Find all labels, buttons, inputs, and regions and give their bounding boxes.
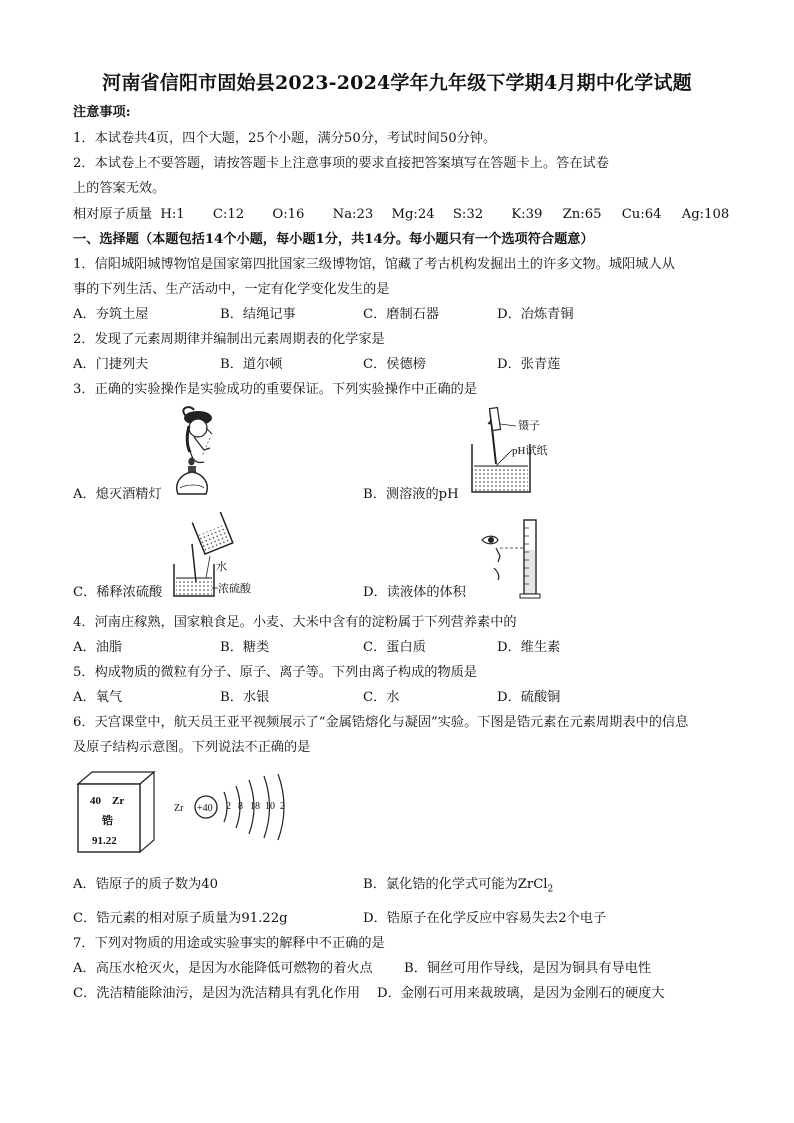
q5-option-d: D．硫酸铜 (497, 690, 561, 705)
periodic-cell-figure (74, 768, 158, 856)
page-title: 河南省信阳市固始县2023-2024学年九年级下学期4月期中化学试题 (102, 72, 692, 94)
mass-h: H:1 (160, 207, 185, 222)
atomic-number: 40 (90, 795, 101, 807)
q6-option-c: C．锆元素的相对原子质量为91.22g (73, 911, 288, 926)
mass-cu: Cu:64 (621, 207, 662, 222)
dilute-acid-figure (170, 512, 260, 598)
q5-option-c: C．水 (363, 690, 400, 705)
stirring-rod (192, 544, 196, 582)
q4-option-d: D．维生素 (497, 640, 561, 655)
masses-label: 相对原子质量 (73, 207, 153, 222)
face (189, 419, 207, 437)
mass-zn: Zn:65 (562, 207, 602, 222)
mass-c: C:12 (212, 207, 245, 222)
q6-option-b (363, 876, 553, 899)
shell-1: 2 (226, 801, 231, 812)
atomic-mass: 91.22 (92, 835, 117, 847)
mass-na: Na:23 (332, 207, 374, 222)
mass-k: K:39 (511, 207, 543, 222)
ph-test-figure (466, 404, 566, 494)
q1-option-c: C．磨制石器 (363, 307, 440, 322)
element-name: 锆 (102, 815, 113, 827)
notes-line-1: 1．本试卷共4页，四个大题，25个小题，满分50分，考试时间50分钟。 (73, 131, 497, 146)
q4-option-a: A．油脂 (73, 640, 123, 655)
q3-option-c: C．稀释浓硫酸 (73, 585, 163, 600)
notes-line-2b: 上的答案无效。 (73, 181, 166, 196)
q5-stem: 5．构成物质的微粒有分子、原子、离子等。下列由离子构成的物质是 (73, 665, 478, 680)
q1-option-a: A．夯筑土屋 (73, 307, 149, 322)
q6-option-d: D．锆原子在化学反应中容易失去2个电子 (363, 911, 607, 926)
q3-option-d: D．读液体的体积 (363, 585, 466, 600)
solution (474, 466, 528, 491)
atomic-masses (73, 206, 729, 224)
mass-mg: Mg:24 (391, 207, 435, 222)
shell-4: 10 (265, 801, 275, 812)
q3-option-a: A．熄灭酒精灯 (73, 487, 162, 502)
ph-paper-label: pH试纸 (512, 445, 548, 457)
q2-option-c: C．侯德榜 (363, 357, 426, 372)
q6-stem-b: 及原子结构示意图。下列说法不正确的是 (73, 740, 311, 755)
q6-option-a: A．锆原子的质子数为40 (73, 877, 218, 892)
q2-option-a: A．门捷列夫 (73, 357, 149, 372)
q4-option-b: B．糖类 (220, 640, 270, 655)
notes-heading: 注意事项: (73, 105, 131, 120)
alcohol-lamp-figure (160, 404, 232, 496)
notes-line-2a: 2．本试卷上不要答题，请按答题卡上注意事项的要求直接把答案填写在答题卡上。答在试卷 (73, 156, 609, 171)
q5-option-b: B．水银 (220, 690, 270, 705)
shell-3: 18 (250, 801, 260, 812)
q1-stem-b: 事的下列生活、生产活动中，一定有化学变化发生的是 (73, 282, 390, 297)
mass-o: O:16 (272, 207, 305, 222)
tweezers-label: 镊子 (518, 420, 540, 432)
q4-option-c: C．蛋白质 (363, 640, 426, 655)
q5-option-a: A．氧气 (73, 690, 123, 705)
q2-option-d: D．张青莲 (497, 357, 561, 372)
q7-option-c: C．洗洁精能除油污，是因为洗洁精具有乳化作用 (73, 986, 361, 1001)
nuclear-charge: +40 (197, 803, 213, 814)
water-label: 水 (216, 561, 227, 573)
lamp-body (177, 472, 207, 494)
element-symbol: Zr (112, 795, 125, 807)
acid-label: 浓硫酸 (218, 583, 251, 595)
shell-5: 2 (280, 801, 285, 812)
q3-option-b: B．测溶液的pH (363, 487, 459, 502)
q6-stem-a: 6．天宫课堂中，航天员王亚平视频展示了“金属锆熔化与凝固”实验。下图是锆元素在元素周期表中的信息 (73, 715, 689, 730)
q4-stem: 4．河南庄稼熟，国家粮食足。小麦、大米中含有的淀粉属于下列营养素中的 (73, 615, 517, 630)
mass-ag: Ag:108 (681, 207, 730, 222)
q7-option-d: D．金刚石可用来裁玻璃，是因为金刚石的硬度大 (377, 986, 665, 1001)
atom-symbol: Zr (174, 803, 184, 814)
mass-s: S:32 (452, 207, 484, 222)
shell-2: 8 (238, 801, 243, 812)
q2-stem: 2．发现了元素周期律并编制出元素周期表的化学家是 (73, 332, 385, 347)
q1-option-d: D．冶炼青铜 (497, 307, 574, 322)
atom-structure-figure (172, 770, 298, 846)
section-heading: 一、选择题（本题包括14个小题，每小题1分，共14分。每小题只有一个选项符合题意） (73, 232, 594, 247)
q6-option-b-subscript: 2 (547, 884, 554, 895)
graduated-cylinder-figure (478, 516, 548, 600)
q7-option-b: B．铜丝可用作导线，是因为铜具有导电性 (404, 961, 652, 976)
q1-option-b: B．结绳记事 (220, 307, 296, 322)
q6-option-b-text: B．氯化锆的化学式可能为ZrCl (363, 877, 548, 892)
q1-stem-a: 1．信阳城阳城博物馆是国家第四批国家三级博物馆，馆藏了考古机构发掘出土的许多文物。城阳城人从 (73, 257, 675, 272)
q2-option-b: B．道尔顿 (220, 357, 283, 372)
q7-stem: 7．下列对物质的用途或实验事实的解释中不正确的是 (73, 936, 385, 951)
q3-stem: 3．正确的实验操作是实验成功的重要保证。下列实验操作中正确的是 (73, 382, 478, 397)
q7-option-a: A．高压水枪灭火，是因为水能降低可燃物的着火点 (73, 961, 373, 976)
